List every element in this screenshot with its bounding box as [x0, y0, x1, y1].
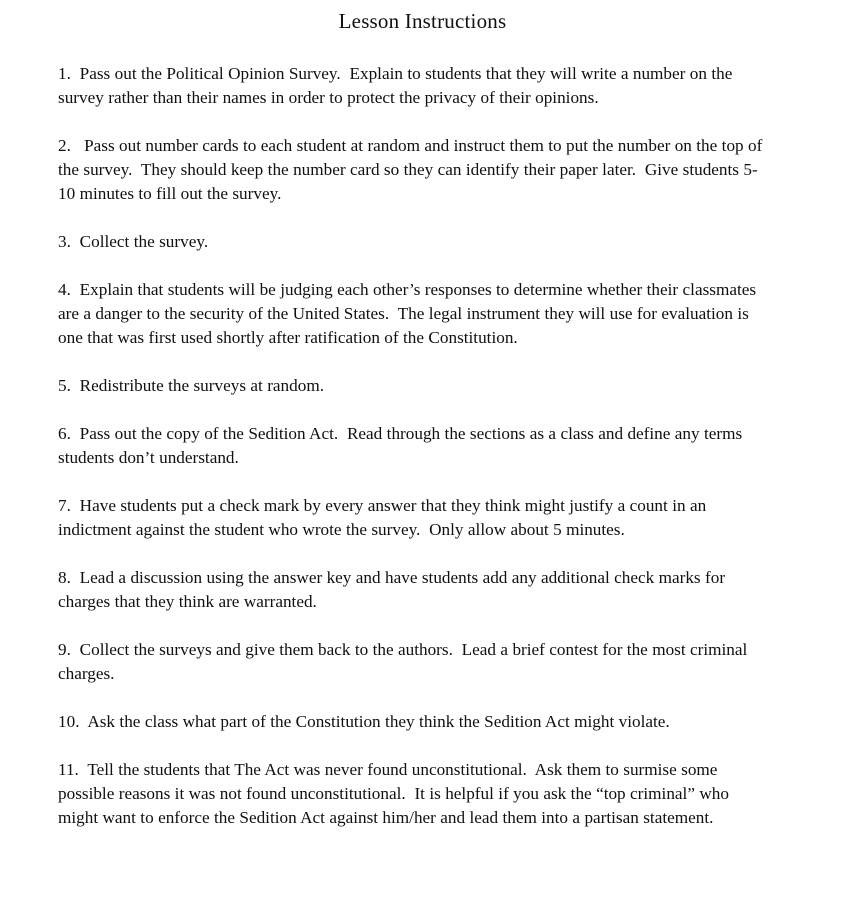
instruction-item-5: 5. Redistribute the surveys at random.: [58, 376, 324, 395]
instruction-item-6: 6. Pass out the copy of the Sedition Act. Read through the sections as a class and define any terms students don’t understand.: [58, 424, 747, 467]
instruction-item-4: 4. Explain that students will be judging each other’s responses to determine whether their classmates are a danger to the security of the United States. The legal instrument they will use for evaluation is one that was first used shortly after ratification of the Constitution.: [58, 280, 761, 347]
instruction-item-11: 11. Tell the students that The Act was never found unconstitutional. Ask them to surmise some possible reasons it was not found unconstitutional. It is helpful if you ask the “top criminal” who might want to enforce the Sedition Act against him/her and lead them into a partisan statement.: [58, 760, 734, 827]
instruction-item-8: 8. Lead a discussion using the answer key and have students add any additional check marks for charges that they think are warranted.: [58, 568, 730, 611]
instruction-item-9: 9. Collect the surveys and give them back to the authors. Lead a brief contest for the most criminal charges.: [58, 640, 752, 683]
page-title: Lesson Instructions: [338, 9, 507, 33]
instruction-item-7: 7. Have students put a check mark by every answer that they think might justify a count in an indictment against the student who wrote the survey. Only allow about 5 minutes.: [58, 496, 711, 539]
instruction-item-1: 1. Pass out the Political Opinion Survey. Explain to students that they will write a number on the survey rather than their names in order to protect the privacy of their opinions.: [58, 64, 737, 107]
instruction-list: [58, 62, 772, 830]
instruction-item-10: 10. Ask the class what part of the Constitution they think the Sedition Act might violate.: [58, 712, 670, 731]
instruction-item-2: 2. Pass out number cards to each student at random and instruct them to put the number on the top of the survey. They should keep the number card so they can identify their paper later. Give students 5-10 minutes to fill out the survey.: [58, 136, 767, 203]
instruction-item-3: 3. Collect the survey.: [58, 232, 209, 251]
